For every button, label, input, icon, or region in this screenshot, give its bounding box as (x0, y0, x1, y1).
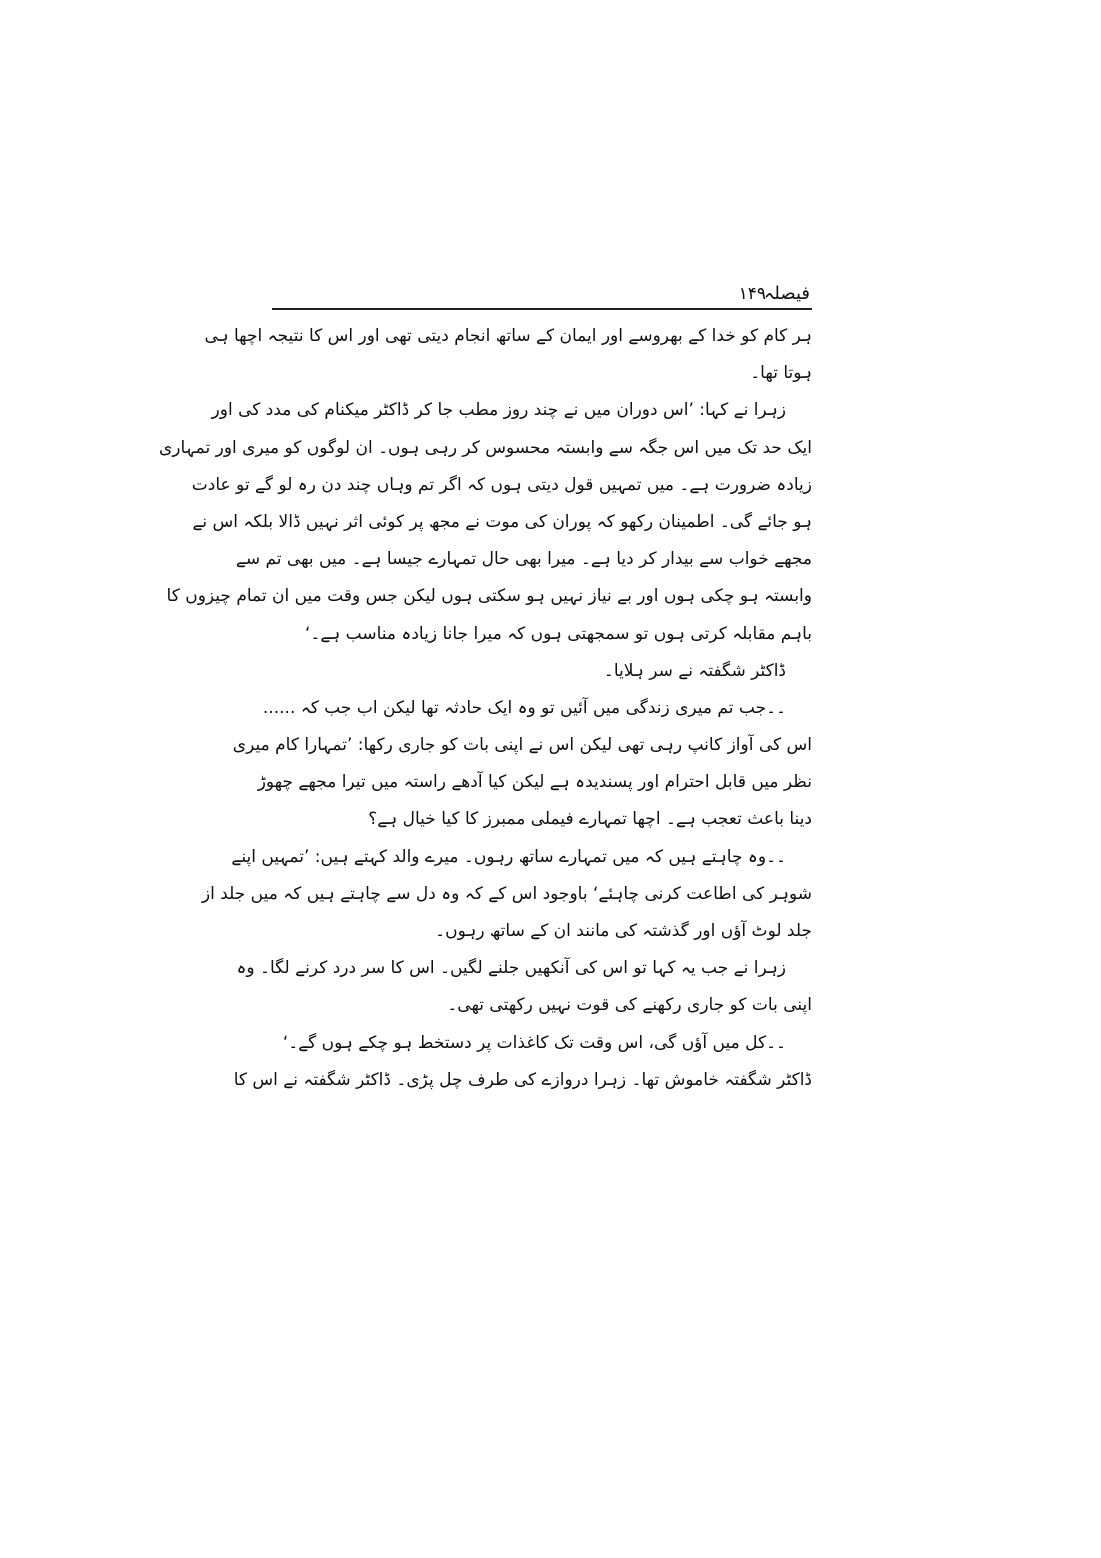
text-line: مجھے خواب سے بیدار کر دیا ہے۔ میرا بھی حال تمہارے جیسا ہے۔ میں بھی تم سے (235, 549, 812, 570)
body-text (158, 318, 812, 1099)
text-line: شوہر کی اطاعت کرنی چاہئے‘ باوجود اس کے کہ وہ دل سے چاہتے ہیں کہ میں جلد از (201, 883, 812, 904)
running-header (275, 283, 810, 307)
text-line: ہوتا تھا۔ (750, 363, 812, 384)
text-line: ۔۔کل میں آؤں گی، اس وقت تک کاغذات پر دستخط ہو چکے ہوں گے۔‘ (282, 1032, 786, 1053)
text-line: ہو جائے گی۔ اطمینان رکھو کہ پوران کی موت نے مجھ پر کوئی اثر نہیں ڈالا بلکہ اس نے (192, 511, 812, 532)
text-line: باہم مقابلہ کرتی ہوں تو سمجھتی ہوں کہ میرا جانا زیادہ مناسب ہے۔‘ (304, 623, 812, 644)
header-divider (272, 308, 812, 310)
header-title: فیصلہ (763, 283, 810, 304)
text-line: ۔۔جب تم میری زندگی میں آئیں تو وہ ایک حادثہ تھا لیکن اب جب کہ ...... (262, 697, 786, 718)
text-line: جلد لوٹ آؤں اور گذشتہ کی مانند ان کے ساتھ رہوں۔ (435, 921, 812, 941)
text-line: ۔۔وہ چاہتے ہیں کہ میں تمہارے ساتھ رہوں۔ میرے والد کہتے ہیں: ’تمہیں اپنے (231, 846, 786, 867)
text-line: ڈاکٹر شگفتہ خاموش تھا۔ زہرا دروازے کی طرف چل پڑی۔ ڈاکٹر شگفتہ نے اس کا (233, 1069, 812, 1090)
text-line: وابستہ ہو چکی ہوں اور بے نیاز نہیں ہو سکتی ہوں لیکن جس وقت میں ان تمام چیزوں کا (166, 586, 812, 607)
text-line: ایک حد تک میں اس جگہ سے وابستہ محسوس کر رہی ہوں۔ ان لوگوں کو میری اور تمہاری (158, 437, 812, 458)
text-line: زہرا نے کہا: ’اس دوران میں نے چند روز مطب جا کر ڈاکٹر میکنام کی مدد کی اور (211, 400, 786, 421)
text-line: زیادہ ضرورت ہے۔ میں تمہیں قول دیتی ہوں کہ اگر تم وہاں چند دن رہ لو گے تو عادت (191, 474, 812, 495)
page-number: ۱۴۹ (738, 284, 766, 304)
text-line: زہرا نے جب یہ کہا تو اس کی آنکھیں جلنے لگیں۔ اس کا سر درد کرنے لگا۔ وہ (236, 958, 786, 979)
text-line: اس کی آواز کانپ رہی تھی لیکن اس نے اپنی بات کو جاری رکھا: ’تمہارا کام میری (232, 735, 812, 756)
text-line: نظر میں قابل احترام اور پسندیدہ ہے لیکن کیا آدھے راستہ میں تیرا مجھے چھوڑ (257, 772, 812, 793)
text-line: دینا باعث تعجب ہے۔ اچھا تمہارے فیملی ممبرز کا کیا خیال ہے؟ (368, 809, 812, 830)
text-line: اپنی بات کو جاری رکھنے کی قوت نہیں رکھتی تھی۔ (447, 995, 812, 1016)
text-line: ہر کام کو خدا کے بھروسے اور ایمان کے ساتھ انجام دیتی تھی اور اس کا نتیجہ اچھا ہی (204, 326, 812, 346)
text-line: ڈاکٹر شگفتہ نے سر ہلایا۔ (603, 660, 786, 681)
